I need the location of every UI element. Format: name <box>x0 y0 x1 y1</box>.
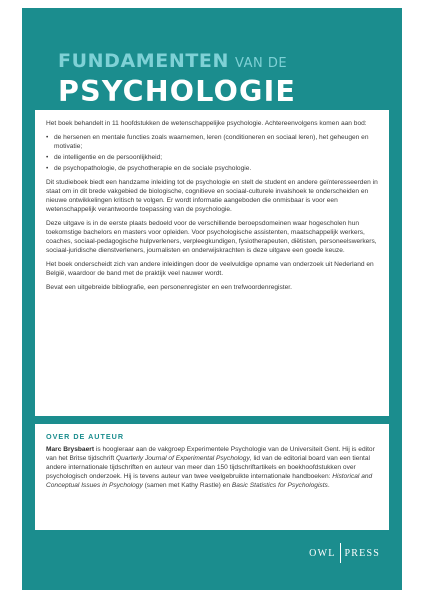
book-title: Basic Statistics for Psychologists <box>231 482 328 489</box>
author-name: Marc Brysbaert <box>46 446 95 453</box>
author-bio-text: . <box>327 482 330 489</box>
publisher-logo <box>309 543 380 563</box>
publisher-divider <box>340 543 341 563</box>
publisher-press: PRESS <box>344 547 380 559</box>
book-title: Historical and Conceptual Issues in Psychology <box>46 473 373 489</box>
description-intro: Het boek behandelt in 11 hoofdstukken de wetenschappelijke psychologie. Achtereenvolgens komen aan bod: <box>46 120 367 127</box>
topic-item: • de hersenen en mentale functies zoals waarnemen, leren (conditioneren en sociaal leren), het geheugen en motivatie; <box>46 133 378 151</box>
title-fundamenten: FUNDAMENTEN <box>58 50 230 72</box>
cover-title <box>58 50 378 108</box>
title-line-1 <box>58 50 378 75</box>
author-bio-text: is hoogleraar aan de vakgroep Experimentele Psychologie van de Universiteit Gent. Hij is editor van het Britse tijdschrift <box>46 446 375 462</box>
description-paragraph-5: Bevat een uitgebreide bibliografie, een personenregister en een trefwoordenregister. <box>46 284 292 291</box>
title-psychologie: PSYCHOLOGIE <box>58 75 297 108</box>
description-paragraph-4: Het boek onderscheidt zich van andere inleidingen door de veelvuldige opname van onderzoek uit Nederland en België, waardoor de band met de praktijk veel nauwer wordt. <box>46 261 374 277</box>
title-van-de: VAN DE <box>235 56 288 71</box>
author-panel <box>35 424 389 530</box>
author-bio <box>46 445 378 490</box>
topic-list <box>46 133 378 173</box>
journal-title: Quarterly Journal of Experimental Psychology <box>116 455 250 462</box>
author-bio-text: (samen met Kathy Rastle) en <box>142 482 232 489</box>
book-cover <box>22 8 402 590</box>
publisher-owl: OWL <box>309 547 336 559</box>
author-bio-text: , lid van de editorial board van een tiental andere internationale tijdschriften en auteur van meer dan 150 tijdschriftartikels en boekhoofdstukken over psychologisch onderzoek. Hij is tevens auteur van twee veelgebruikte internationale handboeken: <box>46 455 371 480</box>
topic-item: • de intelligentie en de persoonlijkheid; <box>46 153 378 162</box>
description-paragraph-2: Dit studieboek biedt een handzame inleiding tot de psychologie en stelt de student en andere geïnteresseerden in staat om in dit brede vakgebied de biologische, cognitieve en sociaal-culturele invalshoek te onderscheiden en nieuwe ontwikkelingen kritisch te volgen. Er wordt informatie aangeboden die onmisbaar is voor een wetenschappelijk verantwoorde toepassing van de psychologie. <box>46 179 378 213</box>
description-paragraph-3: Deze uitgave is in de eerste plaats bedoeld voor de verschillende beroepsdomeinen waar hogescholen hun toekomstige bachelors en masters voor opleiden. Voor psychologische assistenten, maatschappelijk werkers, coaches, sociaal-pedagogische hulpverleners, verpleegkundigen, fysiotherapeuten, diëtisten, personeelswerkers, sociaal-juridische dienstverleners, journalisten en onderwijskrachten is deze uitgave een goede keuze. <box>46 220 377 254</box>
description-panel <box>35 110 389 416</box>
topic-item: • de psychopathologie, de psychotherapie en de sociale psychologie. <box>46 164 378 173</box>
author-heading: OVER DE AUTEUR <box>46 432 125 441</box>
